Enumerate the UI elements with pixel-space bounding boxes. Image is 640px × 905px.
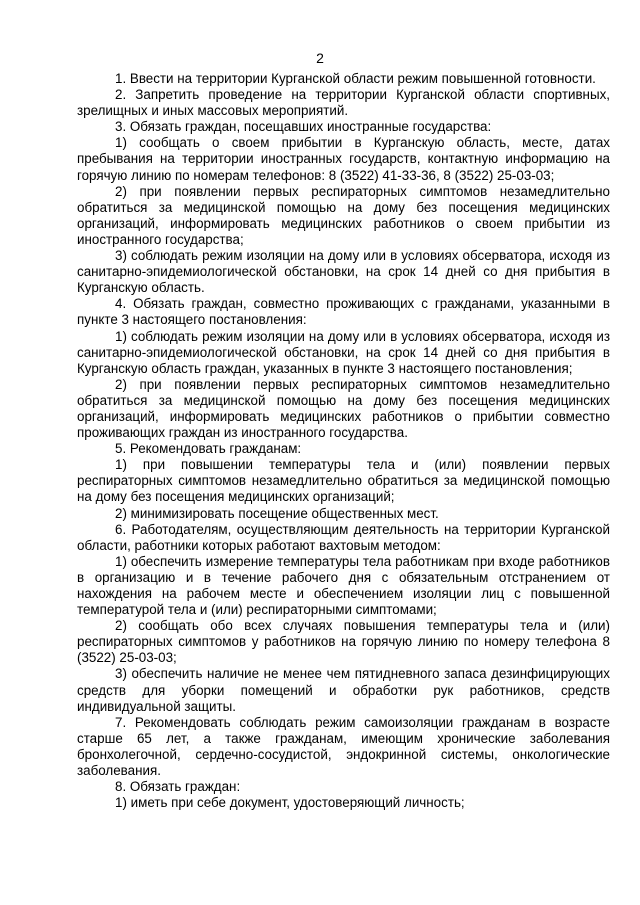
paragraph-6: 6. Работодателям, осуществляющим деятельность на территории Курганской области, работники которых работают вахтовым методом: [77,521,610,553]
paragraph-3-1: 1) сообщать о своем прибытии в Курганскую область, месте, датах пребывания на территории иностранных государств, контактную информацию на горячую линию по номерам телефонов: 8 (3522) 41-33-36, 8 (3522) 25-03-03; [77,135,610,183]
paragraph-5-2: 2) минимизировать посещение общественных мест. [115,505,439,521]
paragraph-4: 4. Обязать граждан, совместно проживающих с гражданами, указанными в пункте 3 настоящего постановления: [77,296,610,328]
paragraph-5-1: 1) при повышении температуры тела и (или) появлении первых респираторных симптомов незамедлительно обратиться за медицинской помощью на дому без посещения медицинских организаций; [77,457,610,505]
paragraph-3: 3. Обязать граждан, посещавших иностранные государства: [115,119,492,135]
paragraph-6-2: 2) сообщать обо всех случаях повышения температуры тела и (или) респираторных симптомов у работников на горячую линию по номеру телефона 8 (3522) 25-03-03; [77,618,610,666]
paragraph-3-3: 3) соблюдать режим изоляции на дому или в условиях обсерватора, исходя из санитарно-эпидемиологической обстановки, на срок 14 дней со дня прибытия в Курганскую область. [77,248,610,296]
paragraph-1: 1. Ввести на территории Курганской области режим повышенной готовности. [115,71,596,86]
paragraph-8: 8. Обязать граждан: [115,779,241,795]
paragraph-4-2: 2) при появлении первых респираторных симптомов незамедлительно обратиться за медицинской помощью на дому без посещения медицинских организаций, информировать медицинских работников о прибытии совместно проживающих граждан из иностранного государства. [77,376,610,441]
page-number: 2 [316,50,324,66]
paragraph-7: 7. Рекомендовать соблюдать режим самоизоляции гражданам в возрасте старше 65 лет, а также гражданам, имеющим хронические заболевания бронхолегочной, сердечно-сосудистой, эндокринной системы, онкологические заболевания. [77,714,610,779]
paragraph-3-2: 2) при появлении первых респираторных симптомов незамедлительно обратиться за медицинской помощью на дому без посещения медицинских организаций, информировать медицинских работников о своем прибытии из иностранного государства; [77,183,610,247]
paragraph-8-1: 1) иметь при себе документ, удостоверяющий личность; [115,795,465,811]
paragraph-6-3: 3) обеспечить наличие не менее чем пятидневного запаса дезинфицирующих средств для уборки помещений и обработки рук работников, средств индивидуальной защиты. [77,666,610,714]
paragraph-4-1: 1) соблюдать режим изоляции на дому или в условиях обсерватора, исходя из санитарно-эпидемиологической обстановки, на срок 14 дней со дня прибытия в Курганскую область граждан, указанных в пункте 3 настоящего постановления; [77,328,610,376]
paragraph-2: 2. Запретить проведение на территории Курганской области спортивных, зрелищных и иных массовых мероприятий. [77,87,610,119]
document-body [77,71,610,811]
paragraph-5: 5. Рекомендовать гражданам: [115,441,302,457]
paragraph-6-1: 1) обеспечить измерение температуры тела работникам при входе работников в организацию и в течение рабочего дня с обязательным отстранением от нахождения на рабочем месте и обеспечением изоляции лиц с повышенной температурой тела и (или) респираторными симптомами; [77,553,610,618]
